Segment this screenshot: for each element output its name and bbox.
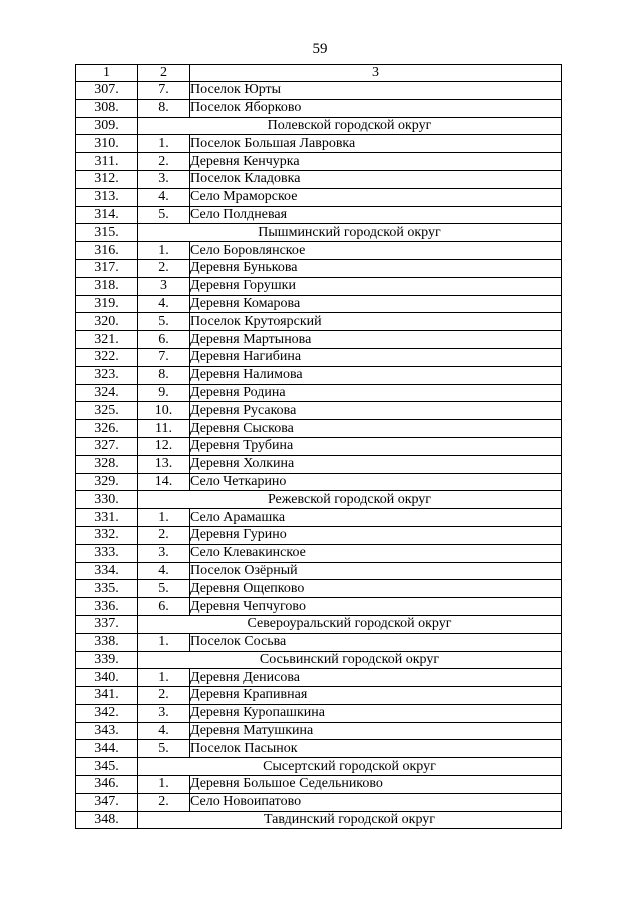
- district-name: Североуральский городской округ: [138, 615, 562, 633]
- row-number: 308.: [76, 99, 138, 117]
- table-row: [76, 669, 562, 687]
- sub-number: 5.: [138, 313, 190, 331]
- sub-number: 3.: [138, 544, 190, 562]
- settlement-name: Деревня Большое Седельниково: [190, 776, 562, 794]
- settlement-name: Поселок Сосьва: [190, 633, 562, 651]
- table-row: [76, 259, 562, 277]
- settlement-name: Село Мраморское: [190, 188, 562, 206]
- sub-number: 1.: [138, 669, 190, 687]
- settlement-name: Село Четкарино: [190, 473, 562, 491]
- settlement-name: Деревня Матушкина: [190, 722, 562, 740]
- sub-number: 5.: [138, 206, 190, 224]
- row-number: 328.: [76, 455, 138, 473]
- row-number: 345.: [76, 758, 138, 776]
- district-name: Сосьвинский городской округ: [138, 651, 562, 669]
- district-row: [76, 117, 562, 135]
- table-row: [76, 776, 562, 794]
- sub-number: 5.: [138, 580, 190, 598]
- sub-number: 4.: [138, 295, 190, 313]
- row-number: 326.: [76, 420, 138, 438]
- district-row: [76, 811, 562, 829]
- row-number: 335.: [76, 580, 138, 598]
- settlement-name: Деревня Русакова: [190, 402, 562, 420]
- row-number: 333.: [76, 544, 138, 562]
- settlement-name: Деревня Кенчурка: [190, 153, 562, 171]
- settlement-name: Деревня Родина: [190, 384, 562, 402]
- settlement-name: Деревня Чепчугово: [190, 598, 562, 616]
- row-number: 334.: [76, 562, 138, 580]
- table-row: [76, 348, 562, 366]
- district-name: Режевской городской округ: [138, 491, 562, 509]
- row-number: 307.: [76, 82, 138, 100]
- settlement-name: Деревня Комарова: [190, 295, 562, 313]
- sub-number: 6.: [138, 331, 190, 349]
- row-number: 322.: [76, 348, 138, 366]
- sub-number: 4.: [138, 722, 190, 740]
- settlement-name: Деревня Трубина: [190, 437, 562, 455]
- settlement-name: Поселок Яборково: [190, 99, 562, 117]
- settlement-name: Деревня Налимова: [190, 366, 562, 384]
- settlement-name: Деревня Крапивная: [190, 687, 562, 705]
- sub-number: 2.: [138, 153, 190, 171]
- settlement-name: Село Боровлянское: [190, 242, 562, 260]
- district-name: Пышминский городской округ: [138, 224, 562, 242]
- row-number: 312.: [76, 170, 138, 188]
- table-row: [76, 598, 562, 616]
- row-number: 336.: [76, 598, 138, 616]
- sub-number: 7.: [138, 82, 190, 100]
- settlement-name: Деревня Куропашкина: [190, 704, 562, 722]
- sub-number: 14.: [138, 473, 190, 491]
- row-number: 346.: [76, 776, 138, 794]
- row-number: 325.: [76, 402, 138, 420]
- sub-number: 3.: [138, 704, 190, 722]
- row-number: 329.: [76, 473, 138, 491]
- table-row: [76, 206, 562, 224]
- district-name: Сысертский городской округ: [138, 758, 562, 776]
- row-number: 340.: [76, 669, 138, 687]
- row-number: 314.: [76, 206, 138, 224]
- sub-number: 8.: [138, 99, 190, 117]
- row-number: 321.: [76, 331, 138, 349]
- sub-number: 4.: [138, 562, 190, 580]
- sub-number: 2.: [138, 687, 190, 705]
- settlement-name: Деревня Горушки: [190, 277, 562, 295]
- table-row: [76, 509, 562, 527]
- row-number: 320.: [76, 313, 138, 331]
- table-body: [76, 65, 562, 829]
- settlement-name: Поселок Большая Лавровка: [190, 135, 562, 153]
- row-number: 347.: [76, 793, 138, 811]
- table-row: [76, 740, 562, 758]
- sub-number: 1.: [138, 509, 190, 527]
- table-row: [76, 544, 562, 562]
- settlement-name: Поселок Озёрный: [190, 562, 562, 580]
- table-row: [76, 420, 562, 438]
- row-number: 313.: [76, 188, 138, 206]
- district-row: [76, 758, 562, 776]
- header-col-2: 2: [138, 65, 190, 82]
- row-number: 319.: [76, 295, 138, 313]
- settlements-table: [75, 64, 562, 829]
- table-row: [76, 473, 562, 491]
- settlement-name: Поселок Юрты: [190, 82, 562, 100]
- settlement-name: Деревня Гурино: [190, 526, 562, 544]
- sub-number: 8.: [138, 366, 190, 384]
- district-name: Тавдинский городской округ: [138, 811, 562, 829]
- table-row: [76, 402, 562, 420]
- header-col-1: 1: [76, 65, 138, 82]
- row-number: 324.: [76, 384, 138, 402]
- district-row: [76, 651, 562, 669]
- sub-number: 3.: [138, 170, 190, 188]
- sub-number: 4.: [138, 188, 190, 206]
- row-number: 344.: [76, 740, 138, 758]
- table-row: [76, 99, 562, 117]
- sub-number: 6.: [138, 598, 190, 616]
- table-row: [76, 793, 562, 811]
- sub-number: 1.: [138, 633, 190, 651]
- row-number: 341.: [76, 687, 138, 705]
- row-number: 310.: [76, 135, 138, 153]
- table-header-row: [76, 65, 562, 82]
- table-row: [76, 580, 562, 598]
- table-row: [76, 722, 562, 740]
- sub-number: 1.: [138, 776, 190, 794]
- row-number: 338.: [76, 633, 138, 651]
- row-number: 330.: [76, 491, 138, 509]
- settlement-name: Деревня Мартынова: [190, 331, 562, 349]
- settlement-name: Деревня Ощепково: [190, 580, 562, 598]
- sub-number: 3: [138, 277, 190, 295]
- table-row: [76, 277, 562, 295]
- sub-number: 11.: [138, 420, 190, 438]
- table-row: [76, 366, 562, 384]
- settlement-name: Деревня Нагибина: [190, 348, 562, 366]
- sub-number: 2.: [138, 259, 190, 277]
- table-row: [76, 384, 562, 402]
- row-number: 337.: [76, 615, 138, 633]
- table-row: [76, 331, 562, 349]
- table-row: [76, 188, 562, 206]
- row-number: 327.: [76, 437, 138, 455]
- district-row: [76, 224, 562, 242]
- row-number: 348.: [76, 811, 138, 829]
- sub-number: 1.: [138, 242, 190, 260]
- settlement-name: Село Полдневая: [190, 206, 562, 224]
- district-row: [76, 615, 562, 633]
- district-row: [76, 491, 562, 509]
- table-row: [76, 633, 562, 651]
- table-row: [76, 170, 562, 188]
- district-name: Полевской городской округ: [138, 117, 562, 135]
- sub-number: 1.: [138, 135, 190, 153]
- sub-number: 5.: [138, 740, 190, 758]
- settlement-name: Село Новоипатово: [190, 793, 562, 811]
- table-row: [76, 242, 562, 260]
- settlement-name: Поселок Кладовка: [190, 170, 562, 188]
- table-row: [76, 562, 562, 580]
- sub-number: 10.: [138, 402, 190, 420]
- settlement-name: Деревня Холкина: [190, 455, 562, 473]
- sub-number: 2.: [138, 793, 190, 811]
- row-number: 339.: [76, 651, 138, 669]
- sub-number: 7.: [138, 348, 190, 366]
- settlement-name: Деревня Денисова: [190, 669, 562, 687]
- sub-number: 12.: [138, 437, 190, 455]
- table-row: [76, 687, 562, 705]
- sub-number: 13.: [138, 455, 190, 473]
- settlement-name: Село Арамашка: [190, 509, 562, 527]
- table-row: [76, 295, 562, 313]
- row-number: 323.: [76, 366, 138, 384]
- sub-number: 2.: [138, 526, 190, 544]
- table-row: [76, 313, 562, 331]
- row-number: 316.: [76, 242, 138, 260]
- row-number: 331.: [76, 509, 138, 527]
- row-number: 309.: [76, 117, 138, 135]
- settlement-name: Село Клевакинское: [190, 544, 562, 562]
- table-row: [76, 526, 562, 544]
- sub-number: 9.: [138, 384, 190, 402]
- settlement-name: Деревня Сыскова: [190, 420, 562, 438]
- table-row: [76, 82, 562, 100]
- settlement-name: Поселок Крутоярский: [190, 313, 562, 331]
- table-row: [76, 153, 562, 171]
- row-number: 317.: [76, 259, 138, 277]
- row-number: 342.: [76, 704, 138, 722]
- row-number: 343.: [76, 722, 138, 740]
- table-row: [76, 455, 562, 473]
- settlement-name: Поселок Пасынок: [190, 740, 562, 758]
- page-number: 59: [312, 41, 328, 57]
- table-row: [76, 704, 562, 722]
- row-number: 318.: [76, 277, 138, 295]
- row-number: 315.: [76, 224, 138, 242]
- settlement-name: Деревня Бунькова: [190, 259, 562, 277]
- table-row: [76, 437, 562, 455]
- row-number: 332.: [76, 526, 138, 544]
- row-number: 311.: [76, 153, 138, 171]
- header-col-3: 3: [190, 65, 562, 82]
- table-row: [76, 135, 562, 153]
